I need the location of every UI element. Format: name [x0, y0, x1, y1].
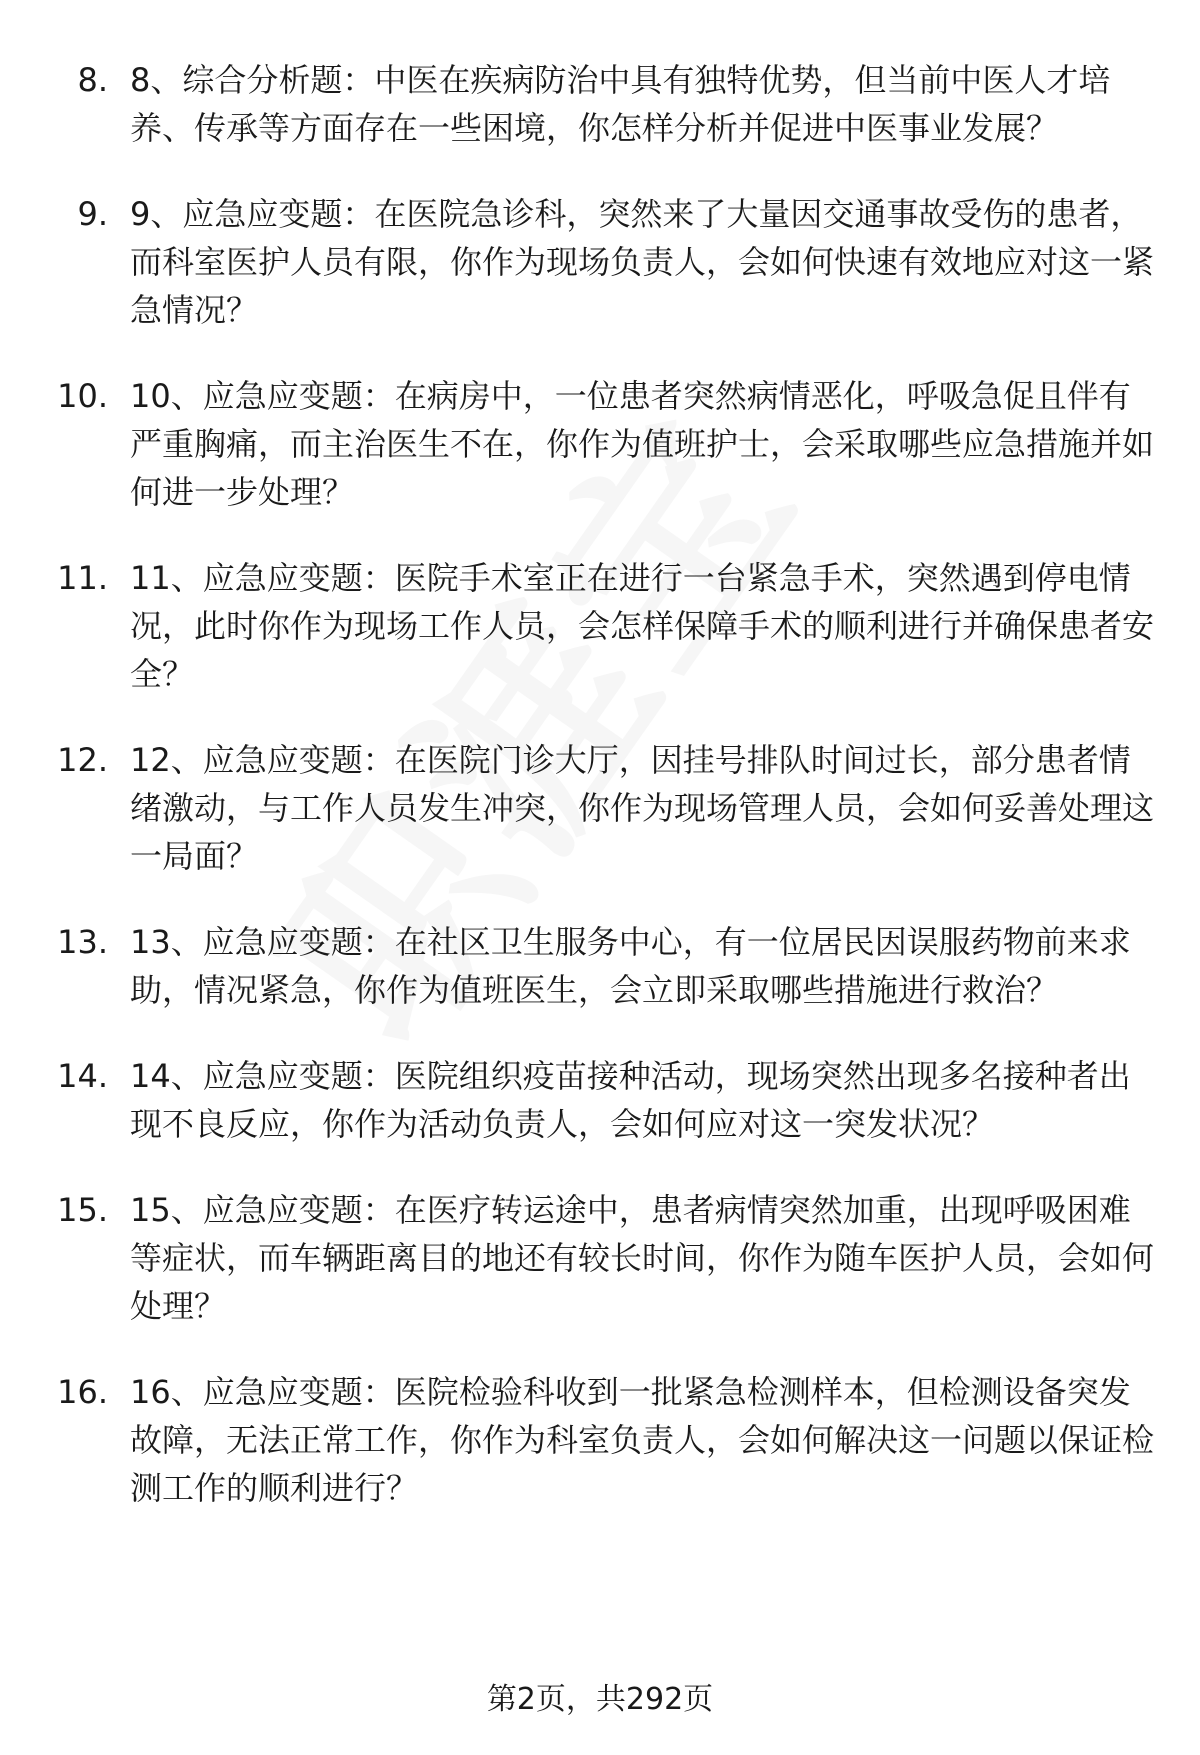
question-number: 10.	[57, 377, 108, 415]
question-item	[0, 554, 1200, 698]
question-number: 9.	[77, 195, 108, 233]
question-list	[0, 56, 1200, 1550]
question-item	[0, 1052, 1200, 1148]
question-number: 16.	[57, 1373, 108, 1411]
question-item	[0, 1368, 1200, 1512]
question-number: 15.	[57, 1191, 108, 1229]
question-text: 13、应急应变题：在社区卫生服务中心，有一位居民因误服药物前来求助，情况紧急，你作为值班医生，会立即采取哪些措施进行救治？	[130, 923, 1131, 1009]
question-item	[0, 736, 1200, 880]
question-number: 11.	[57, 559, 108, 597]
question-item	[0, 918, 1200, 1014]
question-item	[0, 56, 1200, 152]
question-number: 14.	[57, 1057, 108, 1095]
question-text: 11、应急应变题：医院手术室正在进行一台紧急手术，突然遇到停电情况，此时你作为现场工作人员，会怎样保障手术的顺利进行并确保患者安全？	[130, 559, 1155, 693]
page-footer: 第2页，共292页	[486, 1682, 714, 1717]
question-item	[0, 372, 1200, 516]
question-text: 12、应急应变题：在医院门诊大厅，因挂号排队时间过长，部分患者情绪激动，与工作人员发生冲突，你作为现场管理人员，会如何妥善处理这一局面？	[130, 741, 1155, 875]
question-item	[0, 1186, 1200, 1330]
question-text: 14、应急应变题：医院组织疫苗接种活动，现场突然出现多名接种者出现不良反应，你作为活动负责人，会如何应对这一突发状况？	[130, 1057, 1131, 1143]
question-number: 8.	[77, 61, 108, 99]
question-text: 15、应急应变题：在医疗转运途中，患者病情突然加重，出现呼吸困难等症状，而车辆距离目的地还有较长时间，你作为随车医护人员，会如何处理？	[130, 1191, 1155, 1325]
question-text: 10、应急应变题：在病房中，一位患者突然病情恶化，呼吸急促且伴有严重胸痛，而主治医生不在，你作为值班护士，会采取哪些应急措施并如何进一步处理？	[130, 377, 1155, 511]
question-number: 12.	[57, 741, 108, 779]
question-text: 8、综合分析题：中医在疾病防治中具有独特优势，但当前中医人才培养、传承等方面存在一些困境，你怎样分析并促进中医事业发展？	[130, 61, 1111, 147]
question-item	[0, 190, 1200, 334]
question-text: 9、应急应变题：在医院急诊科，突然来了大量因交通事故受伤的患者，而科室医护人员有限，你作为现场负责人，会如何快速有效地应对这一紧急情况？	[130, 195, 1155, 329]
question-number: 13.	[57, 923, 108, 961]
question-text: 16、应急应变题：医院检验科收到一批紧急检测样本，但检测设备突发故障，无法正常工作，你作为科室负责人，会如何解决这一问题以保证检测工作的顺利进行？	[130, 1373, 1155, 1507]
